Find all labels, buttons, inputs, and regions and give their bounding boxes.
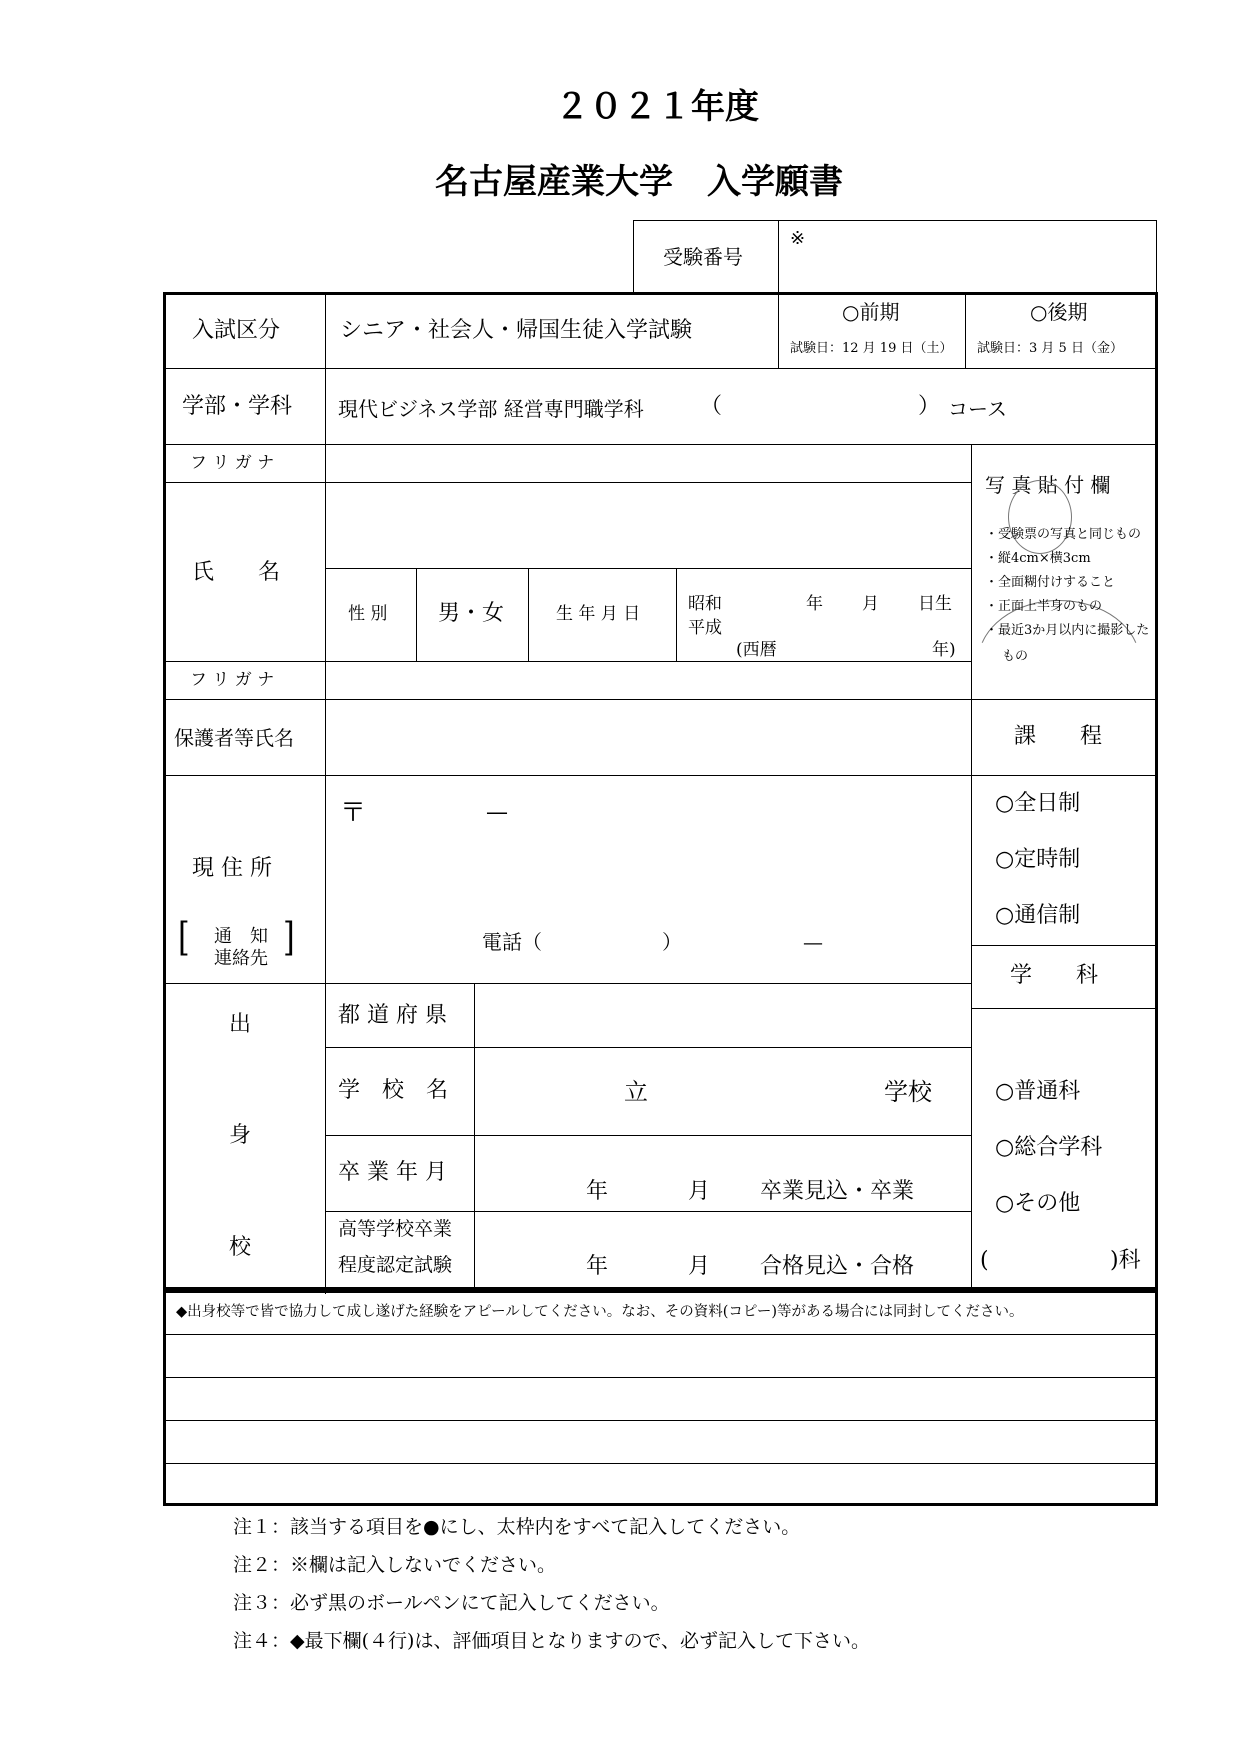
note-2: 注２：※欄は記入しないでください。	[233, 1554, 557, 1576]
school-name-field[interactable]	[480, 1052, 968, 1132]
address-sublabel-notify: 通 知	[214, 926, 268, 947]
address-field[interactable]	[330, 840, 968, 920]
era-showa[interactable]: 昭和	[688, 594, 722, 614]
appeal-prompt: ◆出身校等で皆で協力して成し遂げた経験をアピールしてください。なお、その資料(コピー)等がある場合には同封してください。	[176, 1304, 1024, 1320]
gender-label: 性 別	[348, 604, 388, 624]
name-field[interactable]	[330, 486, 968, 566]
department-course-label: コース	[948, 397, 1007, 421]
guardian-furigana-label: フ リ ガ ナ	[190, 670, 275, 690]
note-4: 注４：◆最下欄(４行)は、評価項目となりますので、必ず記入して下さい。	[233, 1630, 871, 1652]
department-paren-open: （	[700, 394, 723, 419]
birth-day-unit: 日生	[918, 594, 952, 614]
graduation-month-unit: 月	[688, 1179, 711, 1204]
school-label-char-2: 身	[229, 1123, 252, 1148]
note-3: 注３：必ず黒のボールペンにて記入してください。	[233, 1592, 670, 1614]
subject-option-integrated[interactable]: ○総合学科	[995, 1135, 1103, 1160]
postal-dash: —	[486, 800, 508, 825]
seireki-close: 年)	[932, 640, 956, 660]
birthdate-label: 生 年 月 日	[556, 604, 641, 624]
era-heisei[interactable]: 平成	[688, 618, 722, 638]
subject-other-close: )科	[1110, 1248, 1141, 1273]
graduation-year-unit: 年	[586, 1179, 609, 1204]
exam-number-mark: ※	[790, 228, 806, 249]
phone-dash: —	[803, 930, 823, 954]
address-bracket-left: [	[178, 915, 190, 962]
school-label-char-3: 校	[229, 1235, 252, 1260]
department-paren-close: ）	[918, 394, 941, 419]
appeal-line-2[interactable]	[168, 1379, 1153, 1419]
appeal-line-3[interactable]	[168, 1422, 1153, 1462]
entrance-category-label: 入試区分	[192, 318, 281, 343]
certification-status[interactable]: 合格見込・合格	[760, 1254, 915, 1279]
first-term-option[interactable]: ○前期	[842, 300, 900, 324]
appeal-line-4[interactable]	[168, 1465, 1153, 1503]
address-sublabel-contact: 連絡先	[214, 948, 268, 969]
name-label: 氏 名	[192, 560, 281, 585]
postal-mark: 〒	[340, 798, 367, 828]
certification-label-2: 程度認定試験	[338, 1254, 453, 1276]
school-gakko: 学校	[884, 1078, 932, 1106]
department-value: 現代ビジネス学部 経営専門職学科	[338, 397, 644, 421]
certification-label-1: 高等学校卒業	[338, 1218, 453, 1240]
address-label: 現 住 所	[192, 856, 272, 881]
subject-other-open: (	[980, 1248, 989, 1273]
photo-note-2: ・縦4cm×横3cm	[985, 551, 1091, 566]
second-term-date: 試験日：3 月 5 日（金）	[977, 341, 1123, 356]
address-bracket-right: ]	[283, 915, 295, 962]
photo-note-6: もの	[1002, 649, 1029, 664]
entrance-category-value: シニア・社会人・帰国生徒入学試験	[340, 318, 693, 343]
subject-option-other[interactable]: ○その他	[995, 1191, 1081, 1216]
birth-month-unit: 月	[862, 594, 879, 614]
furigana-label: フ リ ガ ナ	[190, 453, 275, 473]
department-label: 学部・学科	[182, 394, 293, 419]
page-title: 名古屋産業大学 入学願書	[435, 162, 843, 202]
second-term-option[interactable]: ○後期	[1030, 300, 1088, 324]
photo-title: 写 真 貼 付 欄	[985, 473, 1111, 497]
exam-number-label: 受験番号	[663, 245, 743, 269]
guardian-name-field[interactable]	[330, 703, 968, 773]
photo-note-3: ・全面糊付けすること	[985, 575, 1116, 590]
furigana-field[interactable]	[330, 447, 968, 480]
certification-month-unit: 月	[688, 1254, 711, 1279]
gender-options[interactable]: 男・女	[438, 601, 505, 626]
phone-label: 電話（	[482, 930, 542, 954]
school-label-char-1: 出	[229, 1012, 252, 1037]
subject-section-label: 学 科	[1010, 963, 1099, 988]
note-1: 注１：該当する項目を●にし、太枠内をすべて記入してください。	[233, 1516, 801, 1538]
first-term-date: 試験日：12 月 19 日（土）	[790, 341, 953, 356]
school-ritsu: 立	[624, 1078, 648, 1106]
course-option-fulltime[interactable]: ○全日制	[995, 791, 1081, 816]
prefecture-label: 都 道 府 県	[338, 1003, 447, 1028]
birth-year-unit: 年	[806, 594, 823, 614]
phone-close-paren: ）	[662, 930, 682, 954]
course-option-parttime[interactable]: ○定時制	[995, 847, 1081, 872]
guardian-name-label: 保護者等氏名	[174, 726, 294, 750]
header-year: ２０２１年度	[555, 87, 759, 127]
course-option-correspondence[interactable]: ○通信制	[995, 903, 1081, 928]
appeal-line-1[interactable]	[168, 1336, 1153, 1376]
prefecture-field[interactable]	[480, 988, 968, 1045]
school-name-label: 学 校 名	[338, 1078, 449, 1103]
seireki-open: (西暦	[736, 640, 777, 660]
course-name-field[interactable]	[725, 390, 915, 430]
course-section-label: 課 程	[1014, 724, 1103, 749]
subject-option-general[interactable]: ○普通科	[995, 1079, 1081, 1104]
photo-note-1: ・受験票の写真と同じもの	[985, 527, 1142, 542]
graduation-status[interactable]: 卒業見込・卒業	[760, 1179, 915, 1204]
photo-note-4: ・正面上半身のもの	[985, 599, 1103, 614]
photo-note-5: ・最近3か月以内に撮影した	[985, 623, 1150, 638]
guardian-furigana-field[interactable]	[330, 664, 968, 697]
graduation-label: 卒 業 年 月	[338, 1160, 447, 1185]
certification-year-unit: 年	[586, 1254, 609, 1279]
